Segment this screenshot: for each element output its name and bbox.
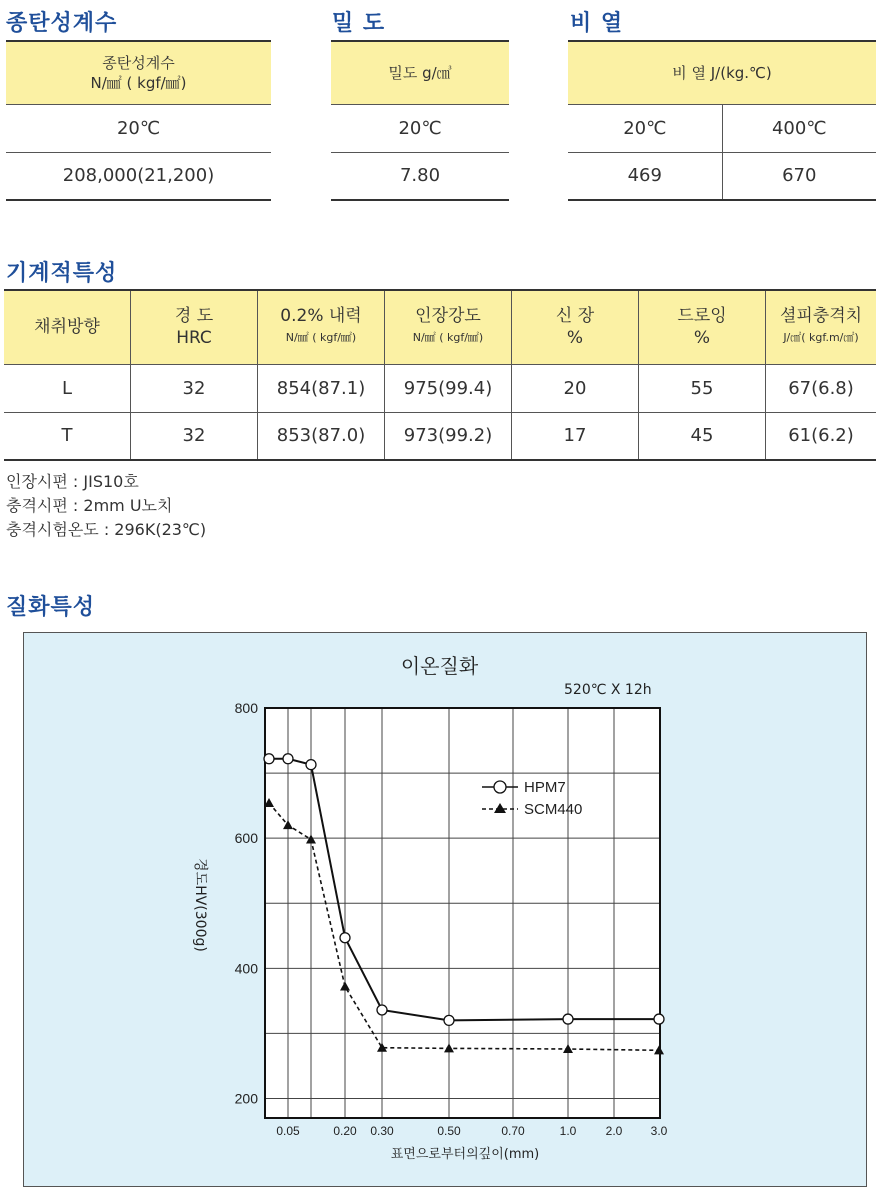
note-line: 충격시험온도 : 296K(23℃) — [6, 520, 207, 539]
chart-condition-label: 520℃ X 12h — [564, 682, 652, 698]
nitriding-section-title: 질화특성 — [6, 595, 96, 620]
data-point-hpm7 — [444, 1015, 454, 1025]
modulus-temp-cell: 20℃ — [6, 104, 271, 152]
data-point-hpm7 — [340, 933, 350, 943]
modulus-header-label: 종탄성계수 — [102, 53, 175, 72]
x-tick-label: 2.0 — [605, 1124, 623, 1138]
specific-heat-temp-cell: 20℃ — [568, 104, 722, 152]
x-tick-label: 3.0 — [650, 1124, 668, 1138]
modulus-value-cell: 208,000(21,200) — [6, 152, 271, 200]
data-point-hpm7 — [283, 754, 293, 764]
x-tick-label: 0.20 — [333, 1124, 357, 1138]
x-tick-label: 0.70 — [501, 1124, 525, 1138]
table-cell: 20 — [512, 364, 639, 412]
table-cell: 975(99.4) — [385, 364, 512, 412]
data-point-hpm7 — [654, 1014, 664, 1024]
table-cell: T — [4, 412, 131, 460]
table-cell: L — [4, 364, 131, 412]
y-axis-label: 경도HV(300g) — [192, 858, 208, 952]
mech-header-unit: % — [693, 328, 711, 349]
table-cell: 854(87.1) — [258, 364, 385, 412]
chart-title: 이온질화 — [400, 654, 479, 678]
table-cell: 32 — [131, 412, 258, 460]
x-tick-label: 1.0 — [559, 1124, 577, 1138]
table-cell: 32 — [131, 364, 258, 412]
y-tick-label: 600 — [234, 830, 258, 847]
density-value-cell: 7.80 — [331, 152, 509, 200]
density-section-title: 밀 도 — [332, 11, 386, 36]
mech-header-main: 셜피충격치 — [779, 306, 863, 327]
mech-header-main: 드로잉 — [677, 306, 727, 327]
mech-header-main: 0.2% 내력 — [280, 306, 362, 327]
specific-heat-section-title: 비 열 — [570, 11, 624, 36]
table-cell: 67(6.8) — [766, 364, 877, 412]
modulus-section-title: 종탄성계수 — [6, 11, 118, 36]
mech-header-unit: J/㎠( kgf.m/㎠) — [783, 331, 859, 345]
y-tick-label: 800 — [234, 700, 258, 716]
mech-header-unit: N/㎟ ( kgf/㎟) — [285, 331, 357, 345]
table-cell: 973(99.2) — [385, 412, 512, 460]
table-cell: 17 — [512, 412, 639, 460]
x-tick-label: 0.50 — [437, 1124, 461, 1138]
mech-header-unit: HRC — [176, 328, 212, 349]
x-axis-label: 표면으로부터의깊이(mm) — [390, 1147, 540, 1162]
note-line: 인장시편 : JIS10호 — [6, 472, 139, 491]
data-point-hpm7 — [306, 760, 316, 770]
density-header-cell: 밀도 g/㎤ — [331, 41, 509, 104]
table-cell: 55 — [639, 364, 766, 412]
density-temp-cell: 20℃ — [331, 104, 509, 152]
plot-area — [265, 708, 660, 1118]
table-cell: 45 — [639, 412, 766, 460]
modulus-header-unit: N/㎟ ( kgf/㎟) — [90, 73, 187, 92]
mech-header-unit: % — [566, 328, 584, 349]
mech-header-main: 인장강도 — [415, 306, 481, 327]
data-point-hpm7 — [264, 754, 274, 764]
legend-label-scm440: SCM440 — [524, 801, 583, 818]
specific-heat-temp-cell: 400℃ — [722, 104, 876, 152]
specific-heat-header-cell: 비 열 J/(kg.℃) — [568, 41, 876, 104]
x-tick-label: 0.30 — [370, 1124, 394, 1138]
y-tick-label: 200 — [234, 1090, 258, 1107]
y-tick-label: 400 — [234, 960, 258, 977]
table-cell: 853(87.0) — [258, 412, 385, 460]
data-point-hpm7 — [563, 1014, 573, 1024]
mech-header-main: 경 도 — [174, 306, 214, 327]
mechanical-section-title: 기계적특성 — [6, 261, 118, 286]
data-point-hpm7 — [377, 1005, 387, 1015]
specific-heat-value-cell: 469 — [568, 152, 722, 200]
mech-header-unit: N/㎟ ( kgf/㎟) — [412, 331, 484, 345]
table-cell: 61(6.2) — [766, 412, 877, 460]
x-tick-label: 0.05 — [276, 1124, 300, 1138]
specific-heat-value-cell: 670 — [722, 152, 876, 200]
mech-header-main: 신 장 — [555, 306, 595, 327]
note-line: 충격시편 : 2mm U노치 — [6, 496, 173, 515]
mech-header-main: 채취방향 — [34, 317, 100, 338]
legend-label-hpm7: HPM7 — [524, 779, 566, 796]
legend-marker-hpm7 — [494, 781, 506, 793]
